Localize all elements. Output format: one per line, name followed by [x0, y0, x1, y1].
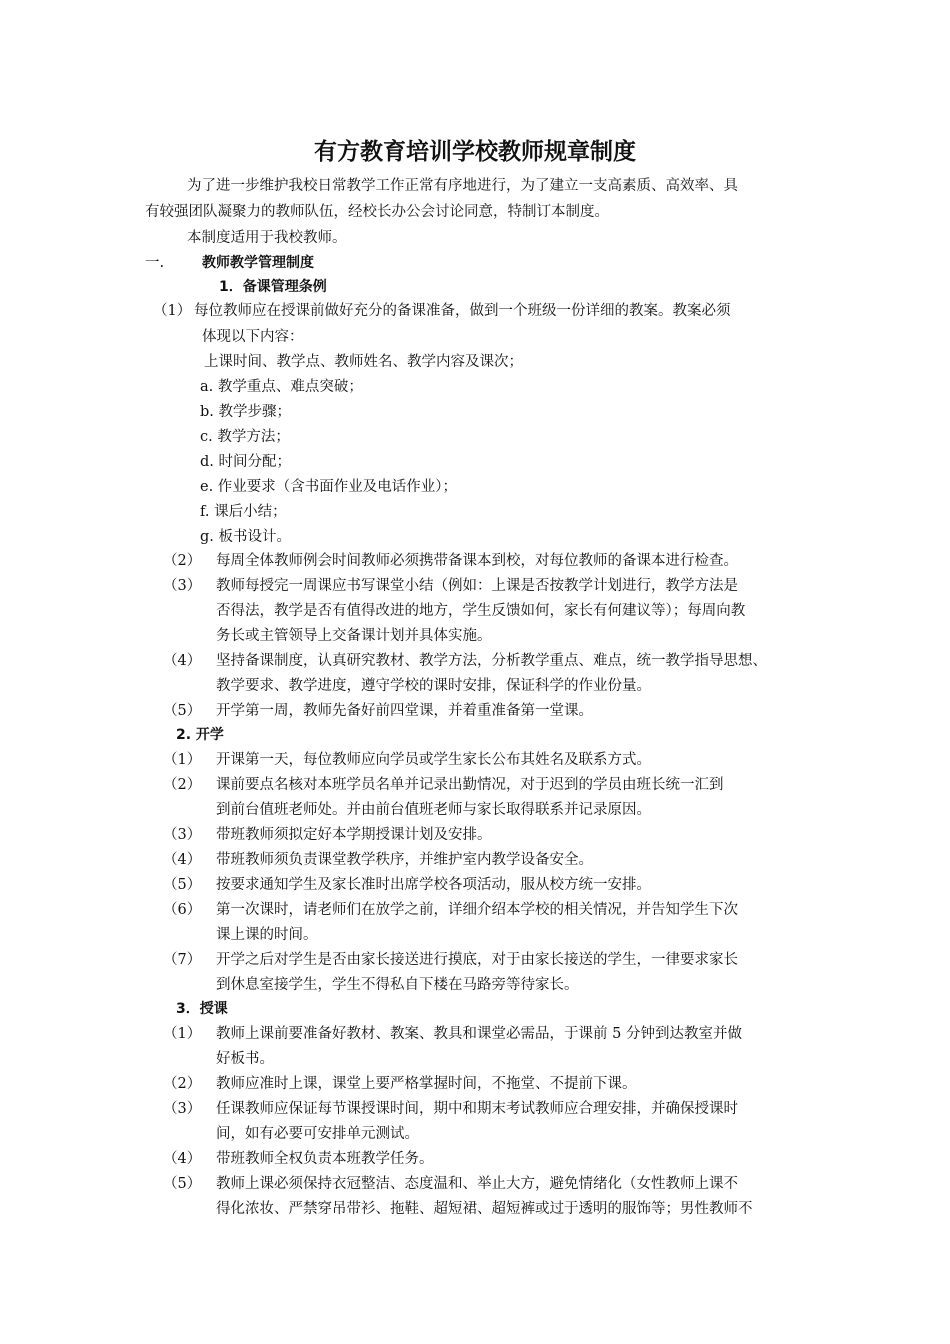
- para-number: （3）: [163, 827, 202, 843]
- para-line: 教学要求、教学进度，遵守学校的课时安排，保证科学的作业份量。: [216, 678, 651, 694]
- para-number: （5）: [163, 877, 202, 893]
- para-line: 每周全体教师例会时间教师必须携带备课本到校，对每位教师的备课本进行检查。: [216, 553, 738, 569]
- para-line: 课前要点名核对本班学员名单并记录出勤情况，对于迟到的学员由班长统一汇到: [216, 777, 724, 793]
- para-line: 第一次课时，请老师们在放学之前，详细介绍本学校的相关情况，并告知学生下次: [216, 902, 738, 918]
- list-item: b. 教学步骤；: [200, 404, 291, 420]
- para-number: （5）: [163, 703, 202, 719]
- para-number: （2）: [163, 1076, 202, 1092]
- para-line: 教师上课必须保持衣冠整洁、态度温和、举止大方，避免情绪化（女性教师上课不: [216, 1176, 738, 1192]
- para-line: 带班教师须拟定好本学期授课计划及安排。: [216, 827, 492, 843]
- para-line: 间，如有必要可安排单元测试。: [216, 1126, 419, 1142]
- para-number: （2）: [163, 553, 202, 569]
- list-item: a. 教学重点、难点突破；: [200, 379, 363, 395]
- para-line: 任课教师应保证每节课授课时间，期中和期末考试教师应合理安排，并确保授课时: [216, 1101, 738, 1117]
- para-line: 开学之后对学生是否由家长接送进行摸底，对于由家长接送的学生，一律要求家长: [216, 952, 738, 968]
- para-line: 好板书。: [216, 1051, 274, 1067]
- para-line: 带班教师全权负责本班教学任务。: [216, 1151, 434, 1167]
- section-number: 一.: [145, 255, 165, 271]
- para-number: （3）: [163, 578, 202, 594]
- section-heading: 教师教学管理制度: [202, 255, 314, 271]
- para-number: （1）: [163, 752, 202, 768]
- para-line: 教师每授完一周课应书写课堂小结（例如：上课是否按教学计划进行，教学方法是: [216, 578, 738, 594]
- list-item: f. 课后小结；: [200, 504, 287, 520]
- list-item: c. 教学方法；: [200, 429, 290, 445]
- para-number: （4）: [163, 653, 202, 669]
- para-line: 每位教师应在授课前做好充分的备课准备，做到一个班级一份详细的教案。教案必须: [194, 303, 731, 319]
- list-item: d. 时间分配；: [200, 454, 291, 470]
- para-line: 得化浓妆、严禁穿吊带衫、拖鞋、超短裙、超短裤或过于透明的服饰等；男性教师不: [216, 1201, 753, 1217]
- para-line: 教师应准时上课，课堂上要严格掌握时间，不拖堂、不提前下课。: [216, 1076, 637, 1092]
- para-line: 教师上课前要准备好教材、教案、教具和课堂必需品，于课前 5 分钟到达教室并做: [216, 1026, 742, 1042]
- subsection-heading-3: 3．授课: [176, 1001, 228, 1017]
- para-line: 到休息室接学生，学生不得私自下楼在马路旁等待家长。: [216, 977, 579, 993]
- para-number: （1）: [153, 303, 192, 319]
- subsection-heading-2: 2. 开学: [176, 727, 224, 743]
- para-line: 按要求通知学生及家长准时出席学校各项活动，服从校方统一安排。: [216, 877, 651, 893]
- para-number: （7）: [163, 952, 202, 968]
- para-line: 务长或主管领导上交备课计划并具体实施。: [216, 628, 492, 644]
- para-line: 体现以下内容：: [202, 329, 304, 345]
- para-number: （4）: [163, 852, 202, 868]
- intro-line-1: 为了进一步维护我校日常教学工作正常有序地进行，为了建立一支高素质、高效率、具: [187, 178, 738, 194]
- list-item: g. 板书设计。: [200, 529, 291, 545]
- list-item: e. 作业要求（含书面作业及电话作业）；: [200, 479, 458, 495]
- para-line: 开课第一天，每位教师应向学员或学生家长公布其姓名及联系方式。: [216, 752, 651, 768]
- para-line: 开学第一周，教师先备好前四堂课，并着重准备第一堂课。: [216, 703, 593, 719]
- para-line: 坚持备课制度，认真研究教材、教学方法，分析教学重点、难点，统一教学指导思想、: [216, 653, 767, 669]
- para-number: （5）: [163, 1176, 202, 1192]
- para-number: （2）: [163, 777, 202, 793]
- document-title: 有方教育培训学校教师规章制度: [314, 139, 636, 165]
- subsection-heading-1: 1．备课管理条例: [219, 279, 327, 295]
- para-number: （4）: [163, 1151, 202, 1167]
- para-number: （1）: [163, 1026, 202, 1042]
- para-line: 否得法，教学是否有值得改进的地方，学生反馈如何，家长有何建议等）；每周向教: [216, 603, 746, 619]
- para-line: 课上课的时间。: [216, 927, 318, 943]
- intro-line-2: 有较强团队凝聚力的教师队伍，经校长办公会讨论同意，特制订本制度。: [145, 204, 609, 220]
- para-line: 到前台值班老师处。并由前台值班老师与家长取得联系并记录原因。: [216, 802, 651, 818]
- para-number: （3）: [163, 1101, 202, 1117]
- para-number: （6）: [163, 902, 202, 918]
- intro-line-3: 本制度适用于我校教师。: [187, 230, 347, 246]
- para-line: 上课时间、教学点、教师姓名、教学内容及课次；: [204, 354, 523, 370]
- para-line: 带班教师须负责课堂教学秩序，并维护室内教学设备安全。: [216, 852, 593, 868]
